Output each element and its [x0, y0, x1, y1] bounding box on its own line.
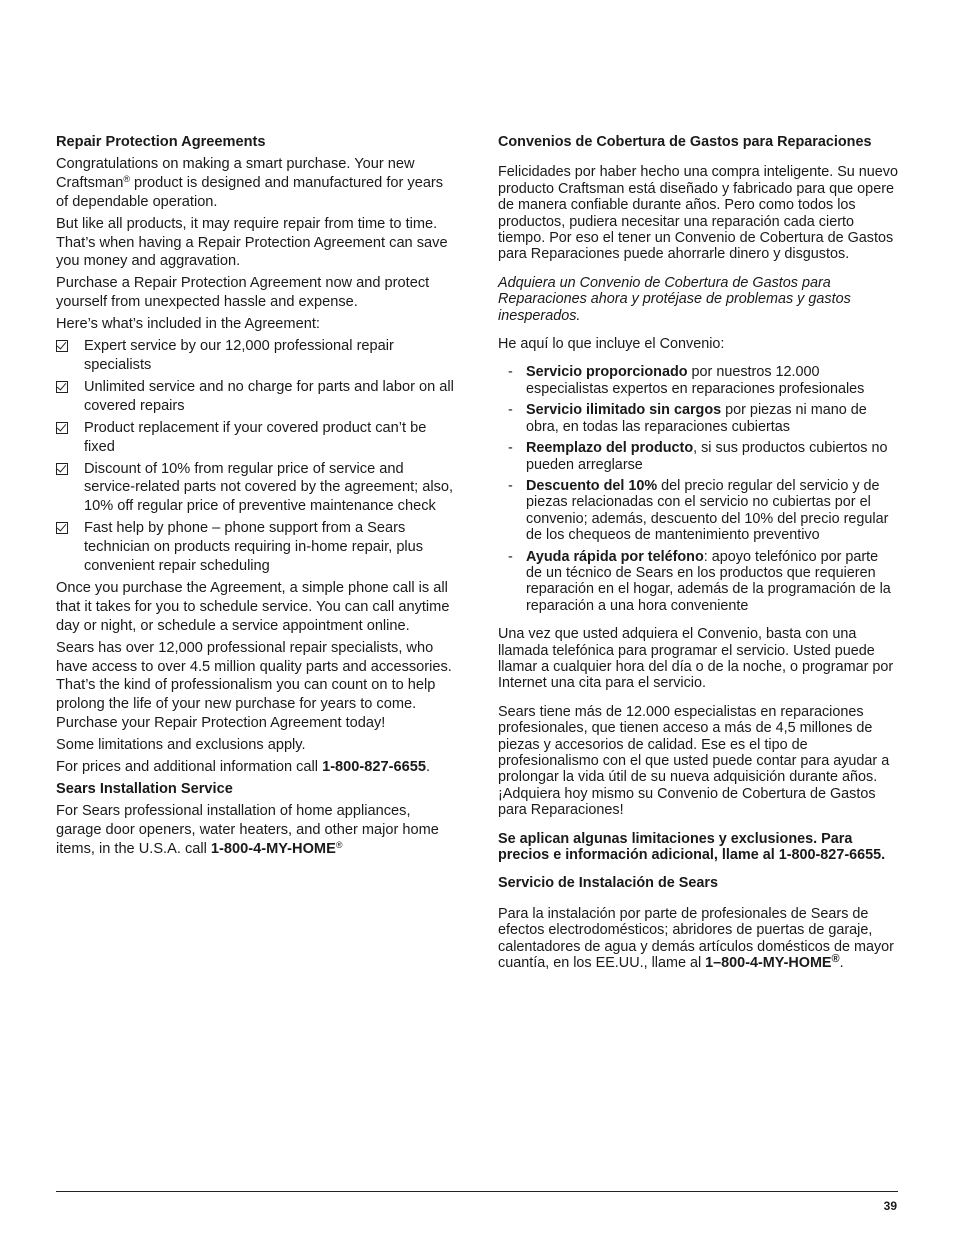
list-item	[56, 460, 456, 517]
paragraph-adquiera: Adquiera un Convenio de Cobertura de Gastos para Reparaciones ahora y protéjase de problemas y gastos inesperados.	[498, 274, 851, 324]
list-item	[56, 419, 456, 457]
paragraph-repair-need: But like all products, it may require repair from time to time. That’s when having a Repair Protection Agreement can save you money and aggravation.	[56, 215, 448, 270]
dash-bullet: -	[508, 477, 513, 494]
included-checklist	[56, 337, 456, 576]
list-item	[508, 549, 898, 615]
instalacion-end: .	[839, 955, 844, 972]
prices-end: .	[425, 759, 430, 776]
installation-text: For Sears professional installation of home appliances, garage door openers, water heaters, and other major home items, in the U.S.A. call	[56, 802, 439, 857]
list-item	[508, 478, 898, 544]
registered-mark: ®	[335, 839, 343, 850]
intro-text-1: Congratulations on making a smart purchase. Your new Craftsman	[56, 155, 415, 191]
dash-bullet: -	[508, 364, 513, 381]
list-item-text: , si sus productos cubiertos no pueden arreglarse	[526, 440, 888, 473]
checkbox-icon	[56, 381, 68, 393]
section-title-instalacion: Servicio de Instalación de Sears	[498, 875, 718, 892]
section-title-convenios: Convenios de Cobertura de Gastos para Reparaciones	[498, 134, 872, 150]
install-phone-number: 1–800-4-MY-HOME	[705, 955, 832, 972]
list-item-bold: Ayuda rápida por teléfono	[526, 548, 704, 565]
section-title-installation: Sears Installation Service	[56, 781, 233, 797]
page-number: 39	[883, 1199, 897, 1213]
paragraph-specialists: Sears has over 12,000 professional repair specialists, who have access to over 4.5 million quality parts and accessories. That’s the kind of professionalism you can count on to help prolong the life of your new purchase for years to come. Purchase your Repair Protection Agreement today!	[56, 639, 452, 732]
prices-text: For prices and additional information call	[56, 759, 323, 776]
list-item-text: por piezas ni mano de obra, en todas las reparaciones cubiertas	[526, 402, 867, 435]
list-item-text: por nuestros 12.000 especialistas expertos en reparaciones profesionales	[526, 364, 865, 397]
list-item-bold: Reemplazo del producto	[526, 440, 694, 457]
list-item	[56, 337, 456, 375]
section-title-repair-protection: Repair Protection Agreements	[56, 134, 266, 150]
footer-rule	[56, 1191, 898, 1192]
list-item-text: del precio regular del servicio y de piezas relacionadas con el servicio no cubiertas por el convenio; además, descuento del 10% del precio regular de los chequeos de mantenimiento preventivo	[526, 477, 889, 544]
install-phone-number: 1-800-4-MY-HOME	[210, 840, 336, 857]
paragraph-schedule: Once you purchase the Agreement, a simple phone call is all that it takes for you to schedule service. You can call anytime day or night, or schedule a service appointment online.	[56, 579, 450, 634]
list-item-text: Discount of 10% from regular price of service and service-related parts not covered by the agreement; also, 10% off regular price of preventive maintenance check	[84, 460, 454, 515]
paragraph-purchase: Purchase a Repair Protection Agreement now and protect yourself from unexpected hassle and expense.	[56, 275, 430, 311]
paragraph-prices	[56, 758, 456, 777]
paragraph-included: Here’s what’s included in the Agreement:	[56, 316, 320, 333]
list-item	[508, 364, 898, 397]
checkbox-icon	[56, 522, 68, 534]
paragraph-installation	[56, 802, 456, 859]
paragraph-especialistas: Sears tiene más de 12.000 especialistas en reparaciones profesionales, que tienen acceso a más de 4,5 millones de piezas y accesorios de calidad. Ese es el tipo de profesionalismo con el que usted puede contar para ayudar a prolongar la vida útil de su nueva adquisición durante años. ¡Adquiera hoy mismo su Convenio de Cobertura de Gastos para Reparaciones!	[498, 703, 890, 819]
spanish-column	[498, 134, 898, 983]
intro-paragraph	[56, 155, 456, 212]
list-item	[508, 402, 898, 435]
phone-number: 1-800-827-6655	[322, 759, 426, 776]
intro-text-2: product is designed and manufactured for years of dependable operation.	[56, 174, 444, 210]
dash-bullet: -	[508, 402, 513, 419]
paragraph-felicidades: Felicidades por haber hecho una compra inteligente. Su nuevo producto Craftsman está diseñado y fabricado para que opere de manera confiable durante años. Pero como todos los productos, pudiera necesitar una reparación cada cierto tiempo. Por eso el tener un Convenio de Cobertura de Gastos para Reparaciones puede ahorrarle dinero y disgustos.	[498, 164, 899, 263]
checkbox-icon	[56, 463, 68, 475]
registered-mark: ®	[123, 173, 130, 184]
list-item-text: : apoyo telefónico por parte de un técnico de Sears en los productos que requieren reparación en el hogar, además de la programación de la reparación a una hora conveniente	[526, 548, 891, 614]
list-item	[56, 519, 456, 576]
instalacion-text: Para la instalación por parte de profesionales de Sears de efectos electrodomésticos; abridores de puertas de garaje, calentadores de agua y demás artículos domésticos de mayor cuantía, en los EE.UU., llame al	[498, 905, 894, 972]
list-item-text: Expert service by our 12,000 professional repair specialists	[84, 338, 394, 373]
list-item	[508, 440, 898, 473]
paragraph-limitations: Some limitations and exclusions apply.	[56, 737, 306, 754]
incluye-list	[498, 364, 898, 614]
dash-bullet: -	[508, 440, 513, 457]
english-column	[56, 133, 456, 862]
paragraph-instalacion	[498, 906, 898, 972]
registered-mark: ®	[831, 953, 840, 966]
dash-bullet: -	[508, 548, 513, 565]
list-item-text: Fast help by phone – phone support from a Sears technician on products requiring in-home repair, plus convenient repair scheduling	[84, 520, 424, 575]
checkbox-icon	[56, 340, 68, 352]
list-item	[56, 378, 456, 416]
list-item-bold: Servicio proporcionado	[526, 364, 688, 381]
list-item-text: Product replacement if your covered product can’t be fixed	[84, 419, 427, 455]
checkbox-icon	[56, 422, 68, 434]
list-item-text: Unlimited service and no charge for parts and labor on all covered repairs	[84, 378, 454, 414]
paragraph-una-vez: Una vez que usted adquiera el Convenio, basta con una llamada telefónica para programar el servicio. Usted puede llamar a cualquier hora del día o de la noche, o programar por Internet una cita para el servicio.	[498, 626, 894, 692]
list-item-bold: Servicio ilimitado sin cargos	[526, 402, 722, 419]
paragraph-limitaciones: Se aplican algunas limitaciones y exclusiones. Para precios e información adicional, llame al 1-800-827-6655.	[498, 830, 886, 864]
list-item-bold: Descuento del 10%	[526, 477, 658, 494]
paragraph-incluye: He aquí lo que incluye el Convenio:	[498, 336, 725, 353]
